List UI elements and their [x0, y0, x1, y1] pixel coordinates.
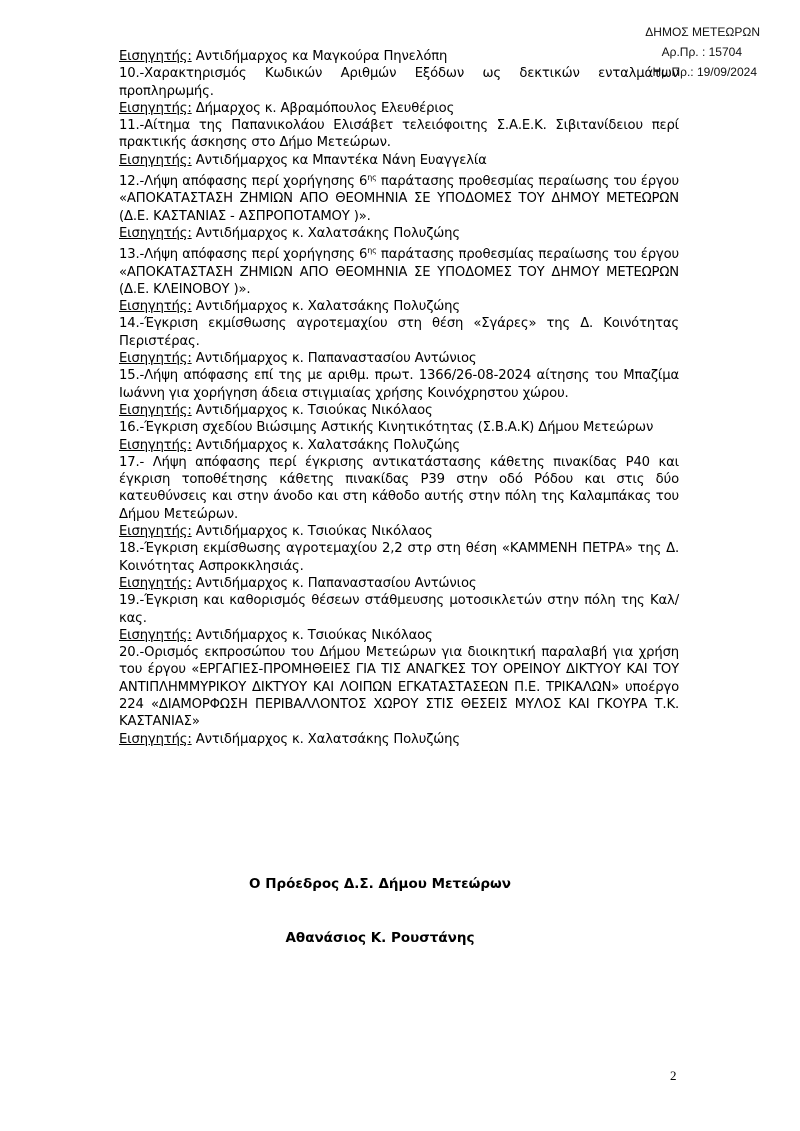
rapporteur-name: Αντιδήμαρχος κ. Τσιούκας Νικόλαος — [191, 402, 433, 418]
rapporteur-line — [119, 298, 679, 315]
stamp-protocol-date: Ημ.Πρ.: 19/09/2024 — [652, 65, 757, 79]
agenda-item: 16.-Έγκριση σχεδίου Βιώσιμης Αστικής Κινητικότητας (Σ.Β.Α.Κ) Δήμου Μετεώρων — [119, 420, 654, 436]
rapporteur-line — [119, 350, 679, 367]
rapporteur-name: Αντιδήμαρχος κ. Παπαναστασίου Αντώνιος — [191, 351, 477, 367]
rapporteur-line — [119, 731, 679, 748]
stamp-protocol-number: Αρ.Πρ. : 15704 — [661, 45, 742, 59]
agenda-item — [119, 242, 679, 298]
rapporteur-label: Εισηγητής: — [119, 731, 192, 747]
rapporteur-name: Αντιδήμαρχος κ. Χαλατσάκης Πολυζώης — [191, 225, 460, 241]
rapporteur-name: Αντιδήμαρχος κ. Τσιούκας Νικόλαος — [191, 524, 433, 540]
rapporteur-line — [119, 225, 679, 242]
rapporteur-label: Εισηγητής: — [119, 351, 192, 367]
ordinal-suffix: ης — [367, 173, 377, 183]
stamp-organization: ΔΗΜΟΣ ΜΕΤΕΩΡΩΝ — [645, 25, 760, 39]
agenda-item-text: παράτασης προθεσμίας περαίωσης του έργου «ΑΠΟΚΑΤΑΣΤΑΣΗ ΖΗΜΙΩΝ ΑΠΟ ΘΕΟΜΗΝΙΑ ΣΕ ΥΠΟΔΟΜΕΣ ΤΟΥ ΔΗΜΟΥ ΜΕΤΕΩΡΩΝ (Δ.Ε. ΚΛΕΙΝΟΒΟΥ )». — [119, 247, 679, 297]
rapporteur-name: Αντιδήμαρχος κα Μπαντέκα Νάνη Ευαγγελία — [191, 152, 487, 168]
agenda-item: 14.-Έγκριση εκμίσθωσης αγροτεμαχίου στη θέση «Σγάρες» της Δ. Κοινότητας Περιστέρας. — [119, 316, 679, 349]
rapporteur-label: Εισηγητής: — [119, 299, 192, 315]
rapporteur-line — [119, 437, 679, 454]
agenda-item: 10.-Χαρακτηρισμός Κωδικών Αριθμών Εξόδων ως δεκτικών ενταλμάτων προπληρωμής. — [119, 66, 679, 99]
rapporteur-line — [119, 48, 679, 65]
rapporteur-label: Εισηγητής: — [119, 402, 192, 418]
rapporteur-name: Αντιδήμαρχος κ. Χαλατσάκης Πολυζώης — [191, 437, 460, 453]
signatory-title: Ο Πρόεδρος Δ.Σ. Δήμου Μετεώρων — [249, 876, 511, 892]
rapporteur-line — [119, 100, 679, 117]
agenda-item-text: 12.-Λήψη απόφασης περί χορήγησης 6 — [119, 174, 368, 190]
rapporteur-label: Εισηγητής: — [119, 627, 192, 643]
agenda-item — [119, 169, 679, 225]
agenda-item: 15.-Λήψη απόφασης επί της με αριθμ. πρωτ. 1366/26-08-2024 αίτησης του Μπαζίμα Ιωάννη για χορήγηση άδεια στιγμιαίας χρήσης Κοινόχρηστου χώρου. — [119, 368, 679, 401]
rapporteur-line — [119, 523, 679, 540]
agenda-item: 11.-Αίτημα της Παπανικολάου Ελισάβετ τελειόφοιτης Σ.Α.Ε.Κ. Σιβιτανίδειου περί πρακτικής άσκησης στο Δήμο Μετεώρων. — [119, 118, 679, 151]
rapporteur-label: Εισηγητής: — [119, 225, 192, 241]
rapporteur-label: Εισηγητής: — [119, 49, 192, 64]
rapporteur-name: Αντιδήμαρχος κ. Χαλατσάκης Πολυζώης — [191, 731, 460, 747]
agenda-item-text: παράτασης προθεσμίας περαίωσης του έργου «ΑΠΟΚΑΤΑΣΤΑΣΗ ΖΗΜΙΩΝ ΑΠΟ ΘΕΟΜΗΝΙΑ ΣΕ ΥΠΟΔΟΜΕΣ ΤΟΥ ΔΗΜΟΥ ΜΕΤΕΩΡΩΝ (Δ.Ε. ΚΑΣΤΑΝΙΑΣ - ΑΣΠΡΟΠΟΤΑΜΟΥ )». — [119, 174, 679, 224]
rapporteur-name: Δήμαρχος κ. Αβραμόπουλος Ελευθέριος — [191, 100, 455, 116]
agenda-item: 17.- Λήψη απόφασης περί έγκρισης αντικατάστασης κάθετης πινακίδας Ρ40 και έγκριση τοποθέτησης κάθετης πινακίδας Ρ39 στην οδό Ρόδου και στις δύο κατευθύνσεις και στην άνοδο και στη κάθοδο αυτής στην πόλη της Καλαμπάκας του Δήμου Μετεώρων. — [119, 454, 679, 522]
rapporteur-name: Αντιδήμαρχος κ. Τσιούκας Νικόλαος — [191, 627, 433, 643]
rapporteur-name: Αντιδήμαρχος κα Μαγκούρα Πηνελόπη — [191, 49, 448, 64]
rapporteur-name: Αντιδήμαρχος κ. Παπαναστασίου Αντώνιος — [191, 575, 477, 591]
rapporteur-line — [119, 402, 679, 419]
rapporteur-line — [119, 152, 679, 169]
rapporteur-label: Εισηγητής: — [119, 437, 192, 453]
agenda-body — [119, 48, 679, 748]
rapporteur-line — [119, 575, 679, 592]
agenda-item-text: 13.-Λήψη απόφασης περί χορήγησης 6 — [119, 247, 368, 263]
ordinal-suffix: ης — [367, 246, 377, 256]
rapporteur-label: Εισηγητής: — [119, 575, 192, 591]
rapporteur-label: Εισηγητής: — [119, 152, 192, 168]
page-number: 2 — [670, 1068, 677, 1083]
agenda-item: 19.-Έγκριση και καθορισμός θέσεων στάθμευσης μοτοσικλετών στην πόλη της Καλ/κας. — [119, 593, 679, 626]
agenda-item: 18.-Έγκριση εκμίσθωσης αγροτεμαχίου 2,2 στρ στη θέση «ΚΑΜΜΕΝΗ ΠΕΤΡΑ» της Δ. Κοινότητας Ασπροκκλησιάς. — [119, 541, 679, 574]
rapporteur-label: Εισηγητής: — [119, 100, 192, 116]
agenda-item: 20.-Ορισμός εκπροσώπου του Δήμου Μετεώρων για διοικητική παραλαβή για χρήση του έργου «ΕΡΓΑΓΙΕΣ-ΠΡΟΜΗΘΕΙΕΣ ΓΙΑ ΤΙΣ ΑΝΑΓΚΕΣ ΤΟΥ ΟΡΕΙΝΟΥ ΔΙΚΤΥΟΥ ΚΑΙ ΤΟΥ ΑΝΤΙΠΛΗΜΜΥΡΙΚΟΥ ΔΙΚΤΥΟΥ ΚΑΙ ΛΟΙΠΩΝ ΕΓΚΑΤΑΣΤΑΣΕΩΝ Π.Ε. ΤΡΙΚΑΛΩΝ» υποέργο 224 «ΔΙΑΜΟΡΦΩΣΗ ΠΕΡΙΒΑΛΛΟΝΤΟΣ ΧΩΡΟΥ ΣΤΙΣ ΘΕΣΕΙΣ ΜΥΛΟΣ ΚΑΙ ΓΚΟΥΡΑ Τ.Κ. ΚΑΣΤΑΝΙΑΣ» — [119, 645, 679, 730]
rapporteur-line — [119, 627, 679, 644]
signatory-name: Αθανάσιος Κ. Ρουστάνης — [285, 930, 475, 946]
rapporteur-label: Εισηγητής: — [119, 524, 192, 540]
rapporteur-name: Αντιδήμαρχος κ. Χαλατσάκης Πολυζώης — [191, 299, 460, 315]
